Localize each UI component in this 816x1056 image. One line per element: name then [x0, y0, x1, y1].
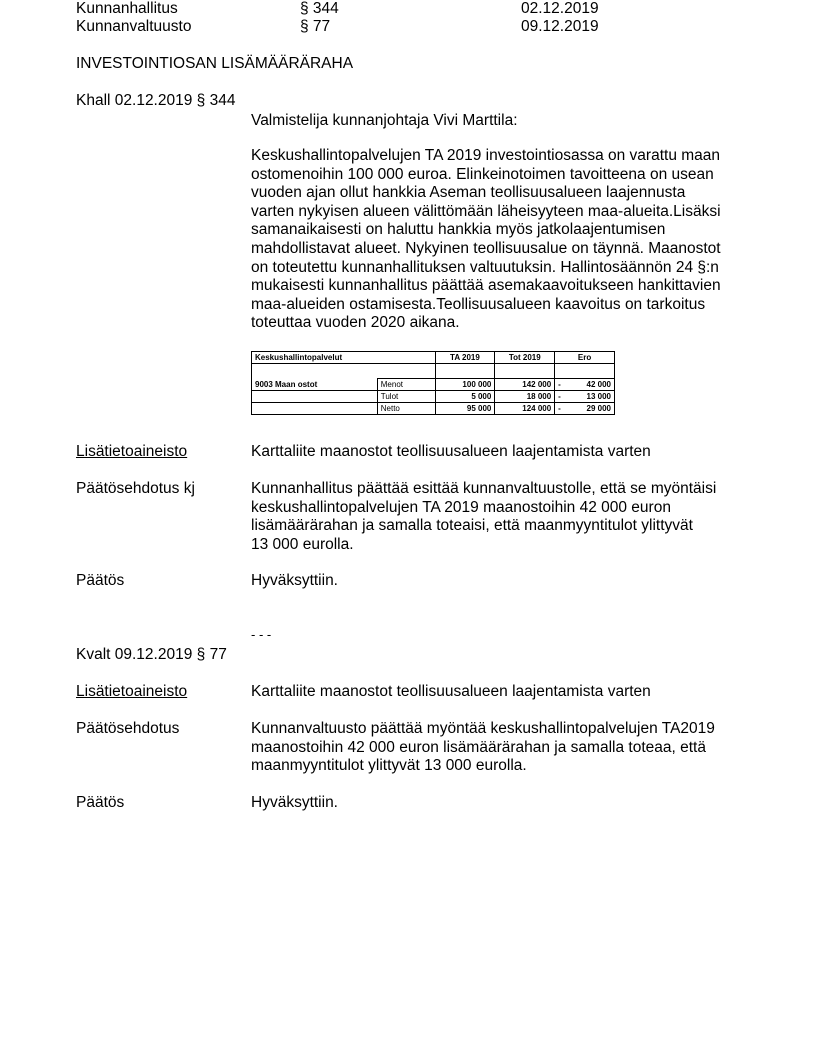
budget-table-header-row [252, 352, 615, 364]
header-date-1: 02.12.2019 [521, 0, 599, 17]
budget-table [251, 351, 615, 415]
budget-sign: - [558, 392, 561, 401]
header-section-2: § 77 [300, 18, 331, 35]
budget-header-tot: Tot 2019 [495, 352, 555, 364]
khall-proposal-text: Kunnanhallitus päättää esittää kunnanvaltuustolle, että se myöntäisi keskushallintopalvelujen TA 2019 maanostoihin 42 000 euron lisämäärärahan ja samalla toteaisi, että maanmyyntitulot ylittyvät 13 000 eurolla. [251, 480, 717, 553]
budget-cell-tot: 18 000 [495, 391, 555, 403]
budget-cell-ero [555, 379, 615, 391]
kvalt-attachment-label: Lisätietoaineisto [76, 683, 188, 700]
khall-decision-label: Päätös [76, 572, 125, 589]
header-body-2: Kunnanvaltuusto [76, 18, 192, 35]
budget-sign: - [558, 404, 561, 413]
budget-item-label: 9003 Maan ostot [252, 379, 378, 391]
budget-cell-ero [555, 403, 615, 415]
budget-ero-value: 29 000 [586, 404, 611, 413]
budget-row-tulot [252, 391, 615, 403]
budget-cell-ta: 95 000 [435, 403, 495, 415]
budget-row-label: Tulot [377, 391, 435, 403]
kvalt-proposal-label: Päätösehdotus [76, 720, 180, 737]
budget-row-label: Netto [377, 403, 435, 415]
budget-header-ta: TA 2019 [435, 352, 495, 364]
kvalt-decision-label: Päätös [76, 794, 125, 811]
budget-cell-ta: 5 000 [435, 391, 495, 403]
header-body-1: Kunnanhallitus [76, 0, 178, 17]
khall-attachment-text: Karttaliite maanostot teollisuusalueen laajentamista varten [251, 443, 651, 460]
budget-header-unit: Keskushallintopalvelut [252, 352, 378, 364]
budget-ero-value: 42 000 [586, 380, 611, 389]
preparer-line: Valmistelija kunnanjohtaja Vivi Marttila: [251, 112, 518, 129]
budget-header-blank [377, 352, 435, 364]
khall-proposal-label: Päätösehdotus kj [76, 480, 195, 497]
khall-body-text: Keskushallintopalvelujen TA 2019 investointiosassa on varattu maan ostomenoihin 100 000 euroa. Elinkeinotoimen tavoitteena on usean vuoden ajan ollut hankkia Aseman teollisuusalueen laajennusta varten nykyisen alueen välittömään läheisyyteen maa-alueita.Lisäksi samanaikaisesti on haluttu hankkia myös jatkolaajentumisen mahdollistavat alueet. Nykyinen teollisuusalue on täynnä. Maanostot on toteutettu kunnanhallituksen valtuutuksin. Hallintosäännön 24 §:n mukaisesti kunnanhallitus päättää asemakaavoitukseen hankittavien maa-alueiden ostamisesta.Teollisuusalueen kaavoitus on tarkoitus toteuttaa vuoden 2020 aikana. [251, 147, 721, 332]
budget-cell-tot: 142 000 [495, 379, 555, 391]
khall-attachment-label: Lisätietoaineisto [76, 443, 188, 460]
budget-cell-ero [555, 391, 615, 403]
header-section-1: § 344 [300, 0, 339, 17]
budget-ero-value: 13 000 [586, 392, 611, 401]
budget-row-netto [252, 403, 615, 415]
budget-cell-tot: 124 000 [495, 403, 555, 415]
section-separator: - - - [251, 627, 272, 642]
document-title: INVESTOINTIOSAN LISÄMÄÄRÄRAHA [76, 55, 354, 72]
khall-decision-text: Hyväksyttiin. [251, 572, 338, 589]
kvalt-decision-text: Hyväksyttiin. [251, 794, 338, 811]
budget-sign: - [558, 380, 561, 389]
header-date-2: 09.12.2019 [521, 18, 599, 35]
budget-header-ero: Ero [555, 352, 615, 364]
kvalt-attachment-text: Karttaliite maanostot teollisuusalueen laajentamista varten [251, 683, 651, 700]
budget-cell-ta: 100 000 [435, 379, 495, 391]
budget-row-label: Menot [377, 379, 435, 391]
kvalt-reference: Kvalt 09.12.2019 § 77 [76, 646, 227, 663]
budget-row-menot [252, 379, 615, 391]
khall-reference: Khall 02.12.2019 § 344 [76, 92, 236, 109]
kvalt-proposal-text: Kunnanvaltuusto päättää myöntää keskushallintopalvelujen TA2019 maanostoihin 42 000 euron lisämäärärahan ja samalla toteaa, että maanmyyntitulot ylittyvät 13 000 eurolla. [251, 720, 715, 775]
